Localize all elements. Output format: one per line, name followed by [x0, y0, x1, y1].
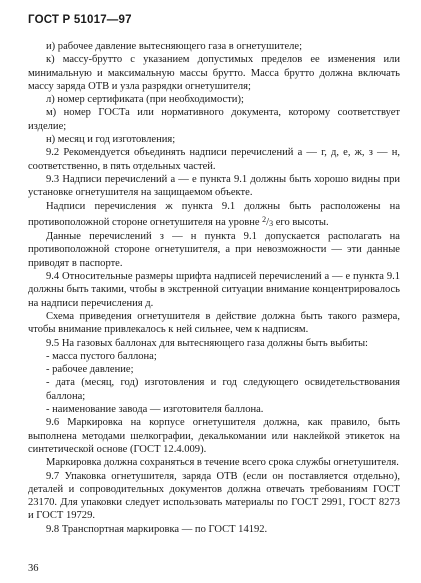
list-item-manufacture-date: - дата (месяц, год) изготовления и год следующего освидетельствования баллона; — [46, 377, 400, 402]
paragraph-9-3-z-n: Данные перечислений з — н пункта 9.1 допускается располагать на противоположной стороне огнетушителя, а при невозможности — эти данные приводят в паспорте. — [28, 231, 400, 269]
fraction-numerator: 2 — [262, 214, 267, 224]
paragraph-9-4-scheme: Схема приведения огнетушителя в действие должна быть такого размера, чтобы внимание привлекалось к ней сильнее, чем к надписям. — [28, 310, 400, 336]
paragraph-9-2: 9.2 Рекомендуется объединять надписи перечислений а — г, д, е, ж, з — н, соответственно, в пять отдельных частей. — [28, 147, 400, 172]
paragraph-9-8: 9.8 Транспортная маркировка — по ГОСТ 14192. — [46, 523, 268, 535]
paragraph-9-4: 9.4 Относительные размеры шрифта надписей перечислений а — е пункта 9.1 должны быть такими, чтобы в экстренной ситуации внимание концентрировалось на надписи перечисления д. — [28, 271, 400, 309]
paragraph-item-m: м) номер ГОСТа или нормативного документа, которому соответствует изделие; — [28, 107, 400, 132]
list-item-working-pressure: - рабочее давление; — [46, 364, 134, 376]
paragraph-9-3: 9.3 Надписи перечислений а — е пункта 9.1 должны быть хорошо видны при установке огнетушителя на защищаемом объекте. — [28, 173, 400, 199]
list-item-empty-mass: - масса пустого баллона; — [46, 350, 157, 362]
paragraph-item-i: и) рабочее давление вытесняющего газа в огнетушителе; — [46, 41, 303, 52]
paragraph-9-3-zh-tail: его высоты. — [273, 216, 329, 228]
list-item-manufacturer: - наименование завода — изготовителя баллона. — [46, 404, 264, 416]
paragraph-9-6-lifetime: Маркировка должна сохраняться в течение всего срока службы огнетушителя. — [46, 457, 399, 469]
paragraph-item-l: л) номер сертификата (при необходимости); — [46, 94, 244, 106]
page-header-standard: ГОСТ Р 51017—97 — [28, 14, 132, 26]
paragraph-9-7: 9.7 Упаковка огнетушителя, заряда ОТВ (если он поставляется отдельно), деталей и сопроводительных документов должна отвечать требованиям ГОСТ 23170. Для упаковки следует использовать материалы по ГОСТ 2991, ГОСТ 8273 и ГОСТ 19729. — [28, 470, 400, 522]
paragraph-9-3-zh: Надписи перечисления ж пункта 9.1 должны быть расположены на противоположной стороне огнетушителя на уровне $^2$/3 его высоты. — [28, 200, 400, 228]
body-text — [28, 40, 400, 536]
fraction-denominator: 3 — [269, 218, 274, 228]
paragraph-item-n: н) месяц и год изготовления; — [46, 134, 176, 146]
paragraph-9-5: 9.5 На газовых баллонах для вытесняющего газа должны быть выбиты: — [46, 337, 368, 349]
paragraph-9-6: 9.6 Маркировка на корпусе огнетушителя должна, как правило, быть выполнена методами шелкографии, декалькомании или наклейкой этикеток на синтетической основе (ГОСТ 12.4.009). — [28, 417, 400, 455]
paragraph-item-k: к) массу-брутто с указанием допустимых пределов ее изменения или минимальную и максимальную массы брутто. Масса брутто должна включать массу заряда ОТВ и узла разрядки огнетушителя; — [28, 54, 400, 92]
paragraph-9-3-zh-text: Надписи перечисления ж пункта 9.1 должны быть расположены на противоположной стороне огнетушителя на уровне — [28, 200, 400, 228]
page-number: 36 — [28, 563, 39, 574]
